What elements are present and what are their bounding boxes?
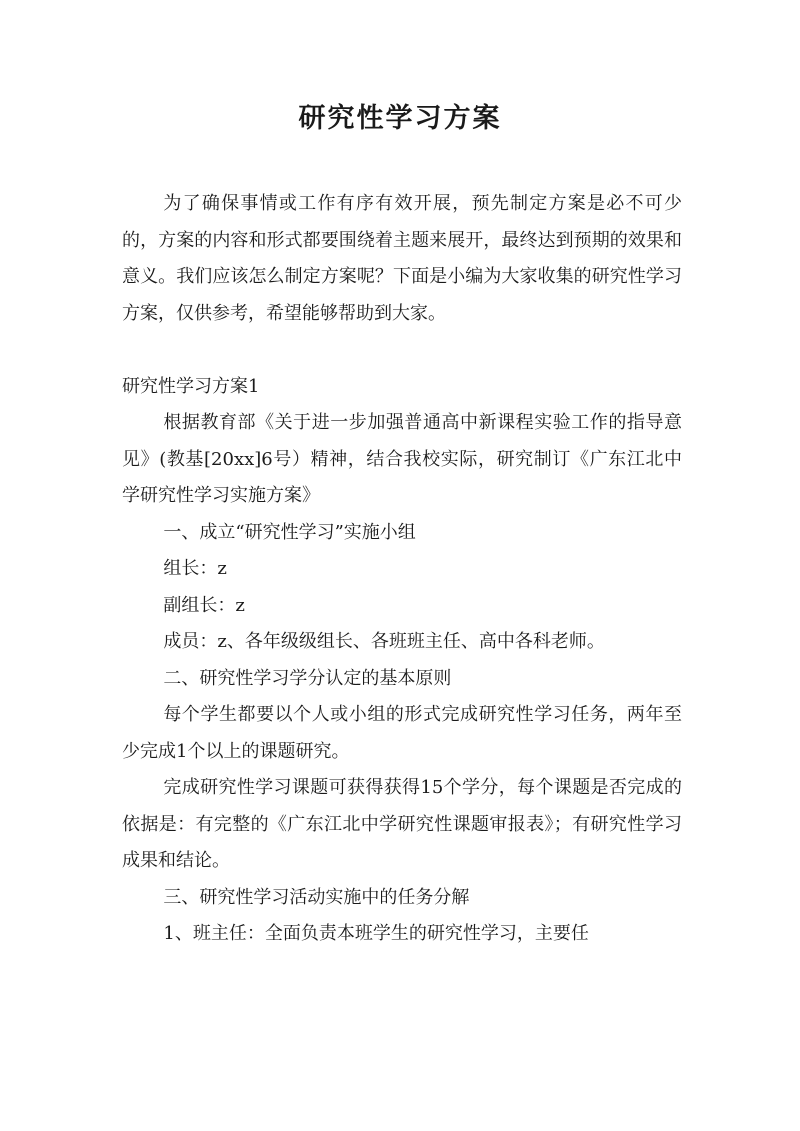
document-title: 研究性学习方案 xyxy=(298,103,502,134)
body-paragraph: 副组长：z xyxy=(163,594,245,616)
body-paragraph: 成员：z、各年级级组长、各班班主任、高中各科老师。 xyxy=(163,631,605,652)
intro-paragraph: 为了确保事情或工作有序有效开展，预先制定方案是必不可少的，方案的内容和形式都要围绕着主题来展开，最终达到预期的效果和意义。我们应该怎么制定方案呢？下面是小编为大家收集的研究性学习方案，仅供参考，希望能够帮助到大家。 xyxy=(122,193,682,324)
body-paragraph: 根据教育部《关于进一步加强普通高中新课程实验工作的指导意见》(教基[20xx]6号）精神，结合我校实际，研究制订《广东江北中学研究性学习实施方案》 xyxy=(122,412,682,506)
body-paragraph: 1、班主任：全面负责本班学生的研究性学习，主要任 xyxy=(163,923,589,944)
section-heading: 研究性学习方案1 xyxy=(122,375,260,397)
body-paragraph: 二、研究性学习学分认定的基本原则 xyxy=(163,667,452,689)
paragraph-spacer xyxy=(122,332,682,369)
body-paragraph: 完成研究性学习课题可获得获得15个学分，每个课题是否完成的依据是：有完整的《广东江北中学研究性课题审报表》；有研究性学习成果和结论。 xyxy=(122,777,682,871)
body-paragraph: 一、成立“研究性学习”实施小组 xyxy=(163,521,416,543)
document-body xyxy=(122,186,682,953)
body-paragraph: 组长：z xyxy=(163,558,227,579)
body-paragraph: 每个学生都要以个人或小组的形式完成研究性学习任务，两年至少完成1个以上的课题研究。 xyxy=(122,704,682,762)
body-paragraph: 三、研究性学习活动实施中的任务分解 xyxy=(163,886,470,908)
